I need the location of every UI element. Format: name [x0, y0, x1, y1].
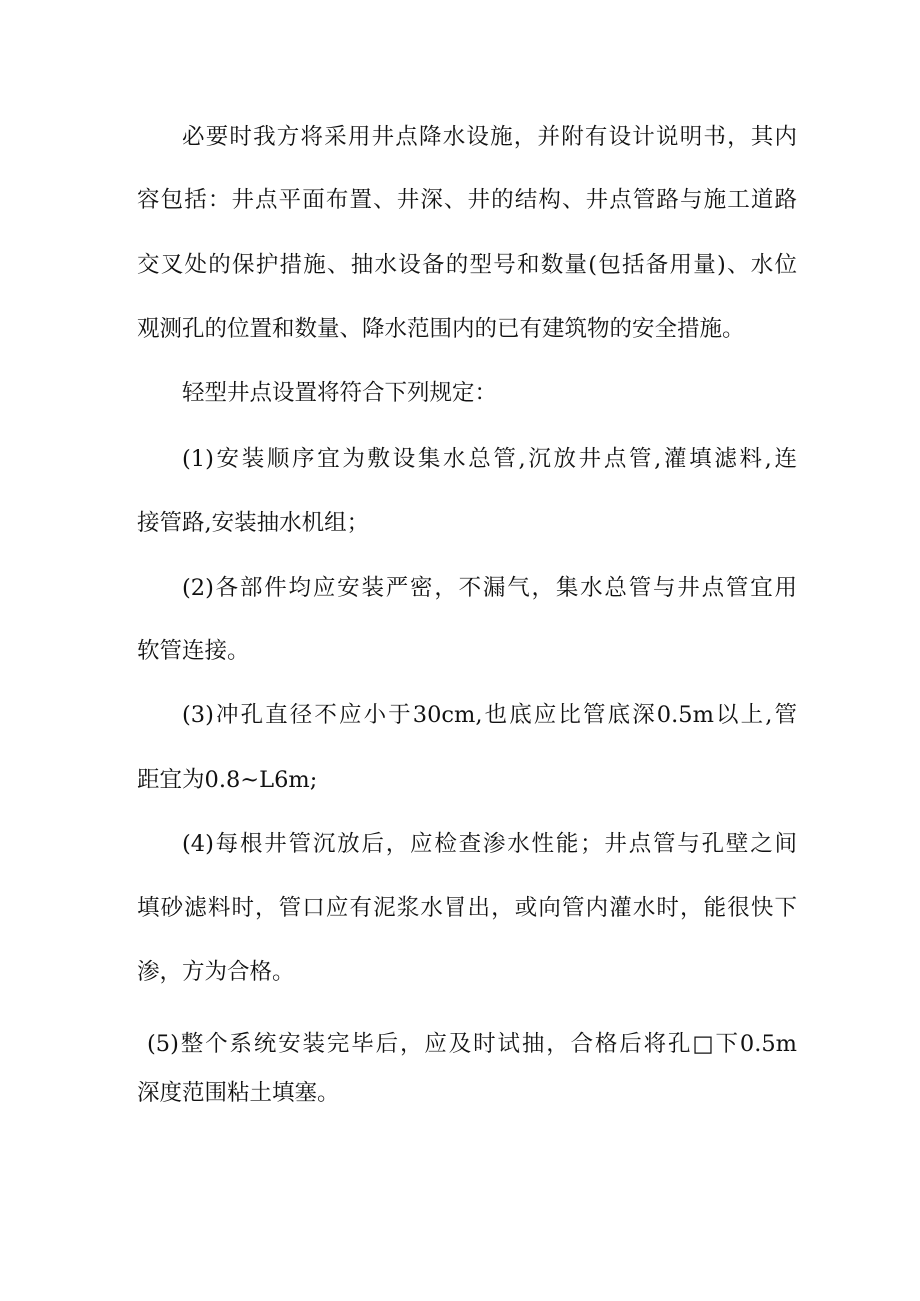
text-line: 软管连接。 [137, 638, 250, 664]
text-line: (4)每根井管沉放后，应检查渗水性能；井点管与孔壁之间 [182, 831, 797, 857]
text-line: (3)冲孔直径不应小于30cm,也底应比管底深0.5m以上,管 [182, 702, 797, 728]
text-line: 必要时我方将采用井点降水设施，并附有设计说明书，其内 [182, 124, 797, 150]
text-line: 渗，方为合格。 [137, 959, 295, 985]
text-line: (1)安装顺序宜为敷设集水总管,沉放井点管,灌填滤料,连 [182, 446, 797, 472]
text-line: 容包括：井点平面布置、井深、井的结构、井点管路与施工道路 [137, 187, 797, 213]
text-line: 距宜为0.8~L6m; [137, 767, 318, 793]
text-line: 轻型井点设置将符合下列规定： [182, 380, 498, 406]
text-line: 观测孔的位置和数量、降水范围内的已有建筑物的安全措施。 [137, 316, 745, 342]
text-line: (2)各部件均应安装严密，不漏气，集水总管与井点管宜用 [182, 575, 797, 601]
text-line: 交叉处的保护措施、抽水设备的型号和数量(包括备用量)、水位 [137, 252, 797, 278]
text-line: 接管路,安装抽水机组； [137, 510, 370, 536]
text-line: 深度范围粘土填塞。 [137, 1080, 340, 1106]
text-line: 填砂滤料时，管口应有泥浆水冒出，或向管内灌水时，能很快下 [137, 895, 797, 921]
text-line: (5)整个系统安装完毕后，应及时试抽，合格后将孔□下0.5m [147, 1031, 797, 1057]
